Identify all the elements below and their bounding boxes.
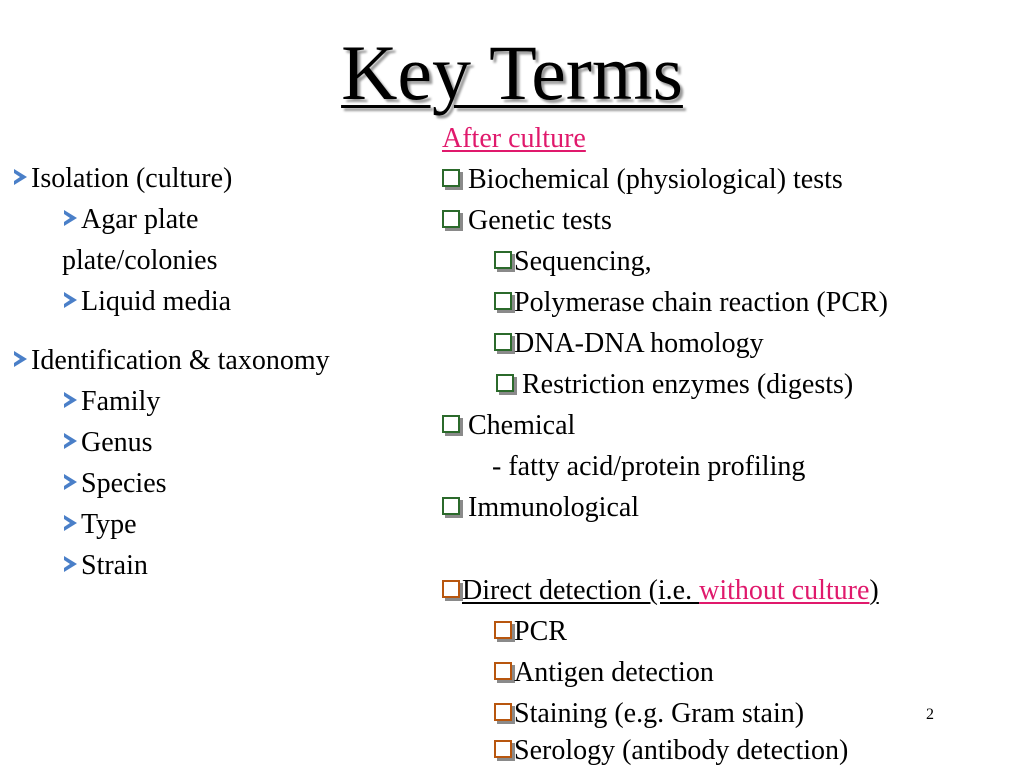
list-item-chemical (442, 409, 575, 443)
arrow-bullet-icon (64, 433, 77, 449)
list-item-dna (494, 327, 764, 361)
item-label: Liquid media (81, 286, 232, 317)
item-label: Identification & taxonomy (31, 345, 330, 376)
list-item-isolation (14, 162, 232, 196)
list-item-staining (494, 697, 804, 731)
item-label: Serology (antibody detection) (514, 735, 849, 766)
list-item-genetic (442, 204, 612, 238)
arrow-bullet-icon (64, 474, 77, 490)
item-label: Strain (81, 550, 148, 581)
checkbox-bullet-icon (494, 621, 512, 639)
checkbox-bullet-icon (442, 210, 460, 228)
item-label: Type (81, 509, 137, 540)
checkbox-bullet-icon (496, 374, 514, 392)
arrow-bullet-icon (14, 169, 27, 185)
checkbox-bullet-icon (494, 333, 512, 351)
arrow-bullet-icon (64, 210, 77, 226)
list-item-strain (64, 549, 148, 583)
arrow-bullet-icon (14, 351, 27, 367)
checkbox-bullet-icon (494, 703, 512, 721)
item-label: Genetic tests (468, 205, 612, 236)
list-item-agar-cont: plate/colonies (62, 245, 218, 276)
list-item-serology (494, 734, 848, 768)
item-label-highlight: without culture (699, 575, 870, 606)
item-label: Chemical (468, 410, 576, 441)
checkbox-bullet-icon (494, 740, 512, 758)
item-label: Sequencing, (514, 246, 652, 277)
list-item-species (64, 467, 167, 501)
list-item-agar (64, 203, 198, 237)
checkbox-bullet-icon (442, 497, 460, 515)
list-item-sequencing (494, 245, 652, 279)
page-number: 2 (926, 706, 934, 723)
item-label: Family (81, 386, 161, 417)
item-label: Agar plate (81, 204, 199, 235)
list-item-immuno (442, 491, 639, 525)
item-label: Polymerase chain reaction (PCR) (514, 287, 889, 318)
item-label: PCR (514, 616, 567, 647)
checkbox-bullet-icon (494, 292, 512, 310)
item-label: Direct detection (i.e. (462, 575, 700, 606)
list-item-type (64, 508, 137, 542)
item-label: Immunological (468, 492, 640, 523)
item-label-end: ) (869, 575, 879, 606)
arrow-bullet-icon (64, 392, 77, 408)
list-item-family (64, 385, 160, 419)
list-item-antigen (494, 656, 714, 690)
slide-title: Key Terms (341, 29, 683, 116)
item-label: Species (81, 468, 167, 499)
list-item-direct-detection (442, 574, 879, 608)
checkbox-bullet-icon (494, 662, 512, 680)
item-label: Biochemical (physiological) tests (468, 164, 843, 195)
checkbox-bullet-icon (442, 415, 460, 433)
section-heading-after-culture: After culture (442, 123, 586, 154)
list-item-genus (64, 426, 153, 460)
list-item-restriction (496, 368, 853, 402)
list-item-identification (14, 344, 330, 378)
list-item-pcr (494, 615, 567, 649)
checkbox-bullet-icon (494, 251, 512, 269)
item-label: DNA-DNA homology (514, 328, 764, 359)
arrow-bullet-icon (64, 556, 77, 572)
arrow-bullet-icon (64, 292, 77, 308)
item-label: Isolation (culture) (31, 163, 233, 194)
checkbox-bullet-icon (442, 580, 460, 598)
list-item-fatty: - fatty acid/protein profiling (492, 451, 806, 482)
item-label: Restriction enzymes (digests) (522, 369, 854, 400)
item-label: Staining (e.g. Gram stain) (514, 698, 805, 729)
list-item-liquid (64, 285, 231, 319)
checkbox-bullet-icon (442, 169, 460, 187)
list-item-pcr-long (494, 286, 888, 320)
item-label: Genus (81, 427, 153, 458)
list-item-biochemical (442, 163, 843, 197)
arrow-bullet-icon (64, 515, 77, 531)
item-label: Antigen detection (514, 657, 714, 688)
